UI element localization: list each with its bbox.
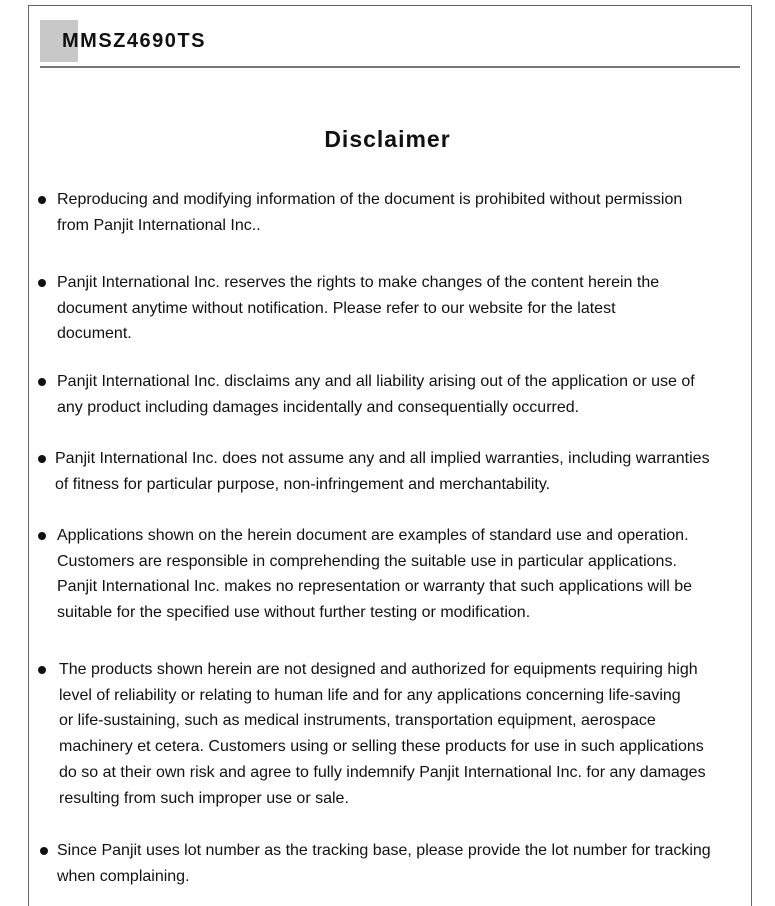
list-item [59,657,706,811]
bullet-icon [40,847,48,855]
bullet-icon [38,455,46,463]
list-item [57,523,692,626]
item-line: Panjit International Inc. makes no representation or warranty that such applications will be [57,578,693,596]
list-item [57,369,695,420]
list-item [55,446,710,497]
item-line: do so at their own risk and agree to fully indemnify Panjit International Inc. for any damages [59,763,706,781]
item-line: of fitness for particular purpose, non-infringement and merchantability. [55,475,551,493]
item-line: Panjit International Inc. reserves the rights to make changes of the content herein the [57,274,660,291]
item-line: Since Panjit uses lot number as the tracking base, please provide the lot number for tracking [57,842,711,859]
bullet-icon [38,196,46,204]
bullet-icon [38,378,46,386]
item-line: The products shown herein are not designed and authorized for equipments requiring high [59,661,698,678]
item-line: suitable for the specified use without further testing or modification. [57,604,531,622]
item-line: Applications shown on the herein document are examples of standard use and operation. [57,527,689,544]
item-line: resulting from such improper use or sale. [59,789,349,807]
item-line: level of reliability or relating to human life and for any applications concerning life-saving [59,686,681,704]
item-line: Customers are responsible in comprehending the suitable use in particular applications. [57,552,677,570]
item-line: machinery et cetera. Customers using or selling these products for use in such applications [59,738,704,756]
item-line: Panjit International Inc. disclaims any and all liability arising out of the application or use of [57,373,695,390]
item-line: document anytime without notification. Please refer to our website for the latest [57,299,616,317]
item-line: Panjit International Inc. does not assume any and all implied warranties, including warranties [55,450,710,467]
item-line: from Panjit International Inc.. [57,216,261,234]
bullet-icon [38,279,46,287]
list-item [57,270,659,347]
header-rule [40,66,740,68]
part-number: MMSZ4690TS [62,30,206,52]
item-line: when complaining. [57,867,190,885]
list-item [57,838,711,889]
item-line: any product including damages incidentally and consequentially occurred. [57,398,580,416]
bullet-icon [38,666,46,674]
item-line: or life-sustaining, such as medical instruments, transportation equipment, aerospace [59,712,656,730]
item-line: document. [57,325,132,343]
list-item [57,187,682,238]
bullet-icon [38,532,46,540]
item-line: Reproducing and modifying information of the document is prohibited without permission [57,191,683,208]
page-title: Disclaimer [324,126,451,152]
